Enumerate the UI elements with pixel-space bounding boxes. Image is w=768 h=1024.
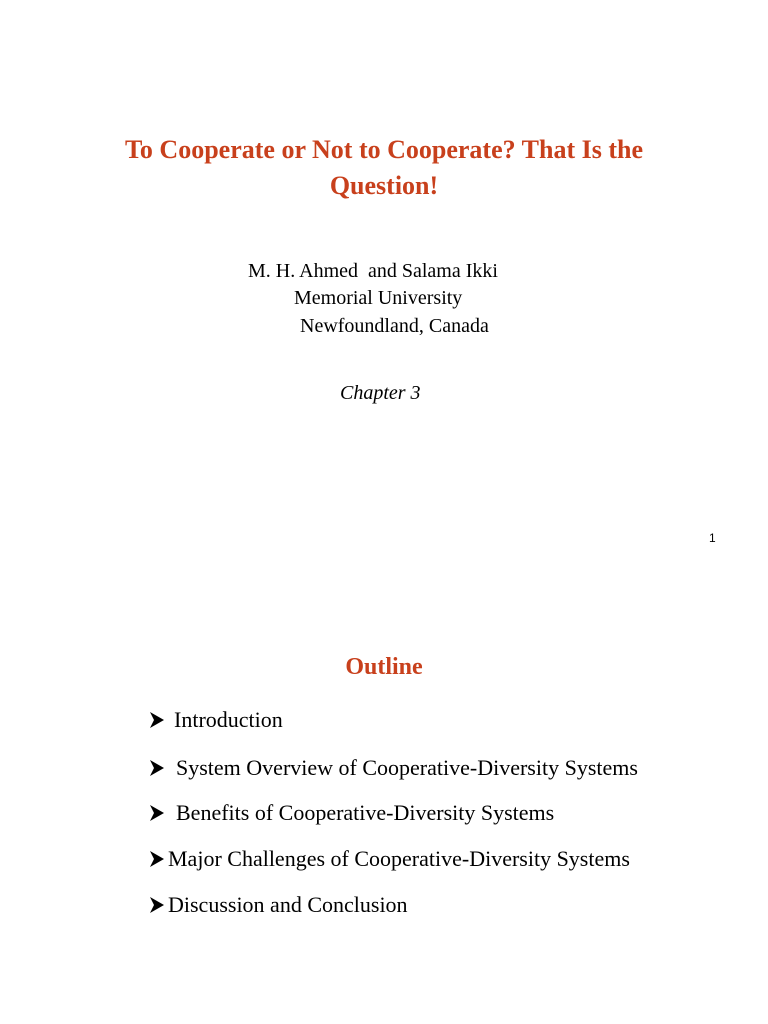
author-affiliation: Memorial University (294, 287, 463, 309)
slide-title-line-2: Question! (329, 171, 439, 200)
arrowhead-bullet-icon (150, 897, 164, 913)
arrowhead-bullet-icon (150, 712, 164, 728)
outline-item-label: Major Challenges of Cooperative-Diversity Systems (168, 846, 630, 871)
arrowhead-bullet-icon (150, 760, 164, 776)
outline-item-system-overview (150, 754, 638, 782)
chapter-label: Chapter 3 (340, 382, 421, 404)
author-location: Newfoundland, Canada (300, 315, 489, 337)
outline-slide (0, 580, 768, 1024)
outline-item-label: Introduction (174, 707, 283, 732)
author-names: M. H. Ahmed and Salama Ikki (248, 260, 498, 282)
outline-item-label: Benefits of Cooperative-Diversity Systems (176, 800, 555, 825)
outline-item-label: Discussion and Conclusion (168, 892, 408, 917)
outline-item-conclusion (150, 891, 408, 919)
outline-heading: Outline (345, 654, 423, 680)
arrowhead-bullet-icon (150, 851, 164, 867)
outline-item-label: System Overview of Cooperative-Diversity Systems (176, 755, 638, 780)
outline-item-benefits (150, 799, 554, 827)
slide-title-line-1: To Cooperate or Not to Cooperate? That Is the (124, 135, 644, 164)
outline-item-challenges (150, 845, 630, 873)
slide-title (0, 132, 768, 204)
arrowhead-bullet-icon (150, 805, 164, 821)
page-number: 1 (709, 531, 716, 545)
outline-item-introduction (150, 706, 283, 734)
